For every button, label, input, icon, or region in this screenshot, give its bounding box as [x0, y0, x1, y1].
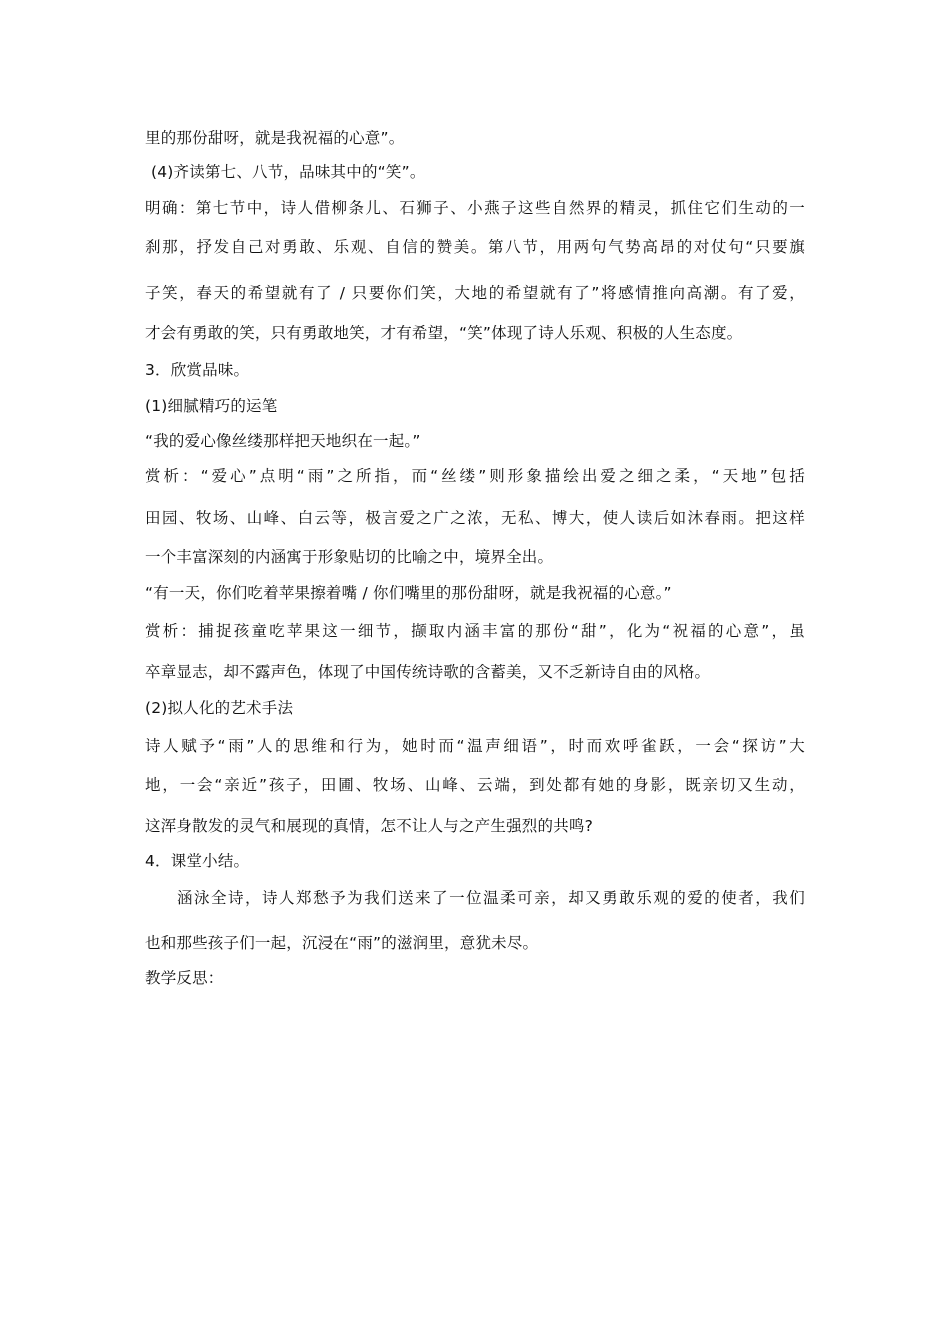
text-line: 才会有勇敢的笑，只有勇敢地笑，才有希望，“笑”体现了诗人乐观、积极的人生态度。 — [145, 324, 743, 342]
reflection-heading: 教学反思： — [145, 969, 224, 987]
text-line: 一个丰富深刻的内涵寓于形象贴切的比喻之中，境界全出。 — [145, 548, 554, 566]
text-line: 刹那，抒发自己对勇敢、乐观、自信的赞美。第八节，用两句气势高昂的对仗句“只要旗 — [145, 238, 805, 256]
text-line: 涵泳全诗，诗人郑愁予为我们送来了一位温柔可亲，却又勇敢乐观的爱的使者，我们 — [177, 889, 805, 907]
text-line: (4)齐读第七、八节，品味其中的“笑”。 — [151, 163, 426, 181]
text-line: 明确：第七节中，诗人借柳条儿、石狮子、小燕子这些自然界的精灵，抓住它们生动的一 — [145, 199, 805, 217]
text-line: 这浑身散发的灵气和展现的真情，怎不让人与之产生强烈的共鸣? — [145, 817, 594, 835]
text-line: 田园、牧场、山峰、白云等，极言爱之广之浓，无私、博大，使人读后如沐春雨。把这样 — [145, 509, 805, 527]
quote-line: “有一天，你们吃着苹果擦着嘴 / 你们嘴里的那份甜呀，就是我祝福的心意。” — [145, 584, 672, 602]
subsection-heading: (1)细腻精巧的运笔 — [145, 397, 278, 415]
section-heading: 3．欣赏品味。 — [145, 361, 250, 379]
text-line: 也和那些孩子们一起，沉浸在“雨”的滋润里，意犹未尽。 — [145, 934, 539, 952]
text-line: 诗人赋予“雨”人的思维和行为，她时而“温声细语”，时而欢呼雀跃，一会“探访”大 — [145, 737, 805, 755]
text-line: 地，一会“亲近”孩子，田圃、牧场、山峰、云端，到处都有她的身影，既亲切又生动， — [145, 776, 805, 794]
text-line: 里的那份甜呀，就是我祝福的心意”。 — [145, 129, 405, 147]
text-line: 卒章显志，却不露声色，体现了中国传统诗歌的含蓄美，又不乏新诗自由的风格。 — [145, 663, 711, 681]
text-line: 子笑，春天的希望就有了 / 只要你们笑，大地的希望就有了”将感情推向高潮。有了爱， — [145, 284, 805, 302]
subsection-heading: (2)拟人化的艺术手法 — [145, 699, 294, 717]
quote-line: “我的爱心像丝缕那样把天地织在一起。” — [145, 432, 421, 450]
section-heading: 4．课堂小结。 — [145, 852, 250, 870]
text-line: 赏析：捕捉孩童吃苹果这一细节，撷取内涵丰富的那份“甜”，化为“祝福的心意”，虽 — [145, 622, 805, 640]
text-line: 赏析：“爱心”点明“雨”之所指，而“丝缕”则形象描绘出爱之细之柔，“天地”包括 — [145, 467, 805, 485]
